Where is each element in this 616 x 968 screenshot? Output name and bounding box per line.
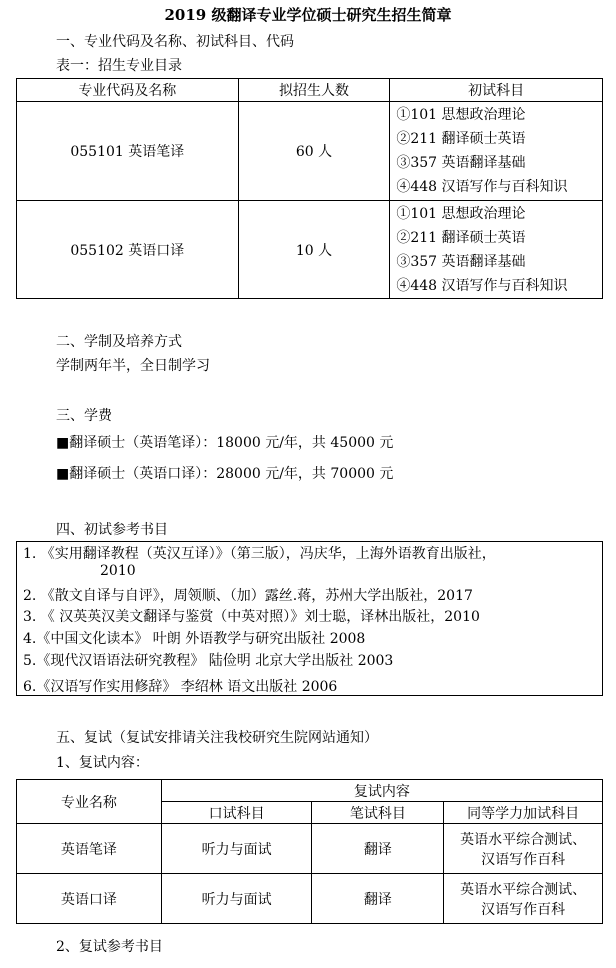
reference-item: 6.《汉语写作实用修辞》 李绍林 语文出版社 2006 xyxy=(23,679,338,695)
enrollment-count-cell: 10 人 xyxy=(238,201,390,299)
written-exam-cell: 翻译 xyxy=(312,874,444,924)
reference-item: 3. 《 汉英英汉美文翻译与鉴赏（中英对照）》刘士聪，译林出版社，2010 xyxy=(23,609,480,625)
oral-exam-cell: 听力与面试 xyxy=(161,824,312,874)
section-1-heading: 一、专业代码及名称、初试科目、代码 xyxy=(56,34,294,50)
enrollment-table xyxy=(16,78,603,299)
oral-exam-cell: 听力与面试 xyxy=(161,874,312,924)
reference-item: 4.《中国文化读本》 叶朗 外语教学与研究出版社 2008 xyxy=(23,631,366,647)
major-name-cell: 055102 英语口译 xyxy=(17,201,239,299)
extra-exam-cell xyxy=(444,824,603,874)
page-title: 2019 级翻译专业学位硕士研究生招生简章 xyxy=(164,6,452,24)
table-1-caption: 表一：招生专业目录 xyxy=(56,58,182,74)
exam-subject: ③357 英语翻译基础 xyxy=(396,155,526,171)
written-exam-cell: 翻译 xyxy=(312,824,444,874)
exam-subject: ①101 思想政治理论 xyxy=(396,107,526,123)
extra-exam-line: 英语水平综合测试、 xyxy=(460,881,587,898)
section-5-heading: 五、复试（复试安排请关注我校研究生院网站通知） xyxy=(56,730,378,746)
table-row xyxy=(17,102,603,201)
section-4-heading: 四、初试参考书目 xyxy=(56,522,168,538)
major-cell: 英语口译 xyxy=(17,874,162,924)
table-header-row xyxy=(17,780,603,802)
table-row xyxy=(17,874,603,924)
tuition-item: ■翻译硕士（英语笔译）：18000 元/年，共 45000 元 xyxy=(56,435,394,451)
extra-exam-line: 汉语写作百科 xyxy=(481,901,566,918)
exam-subject: ④448 汉语写作与百科知识 xyxy=(396,277,568,294)
table-group-header: 复试内容 xyxy=(161,780,602,802)
table-row xyxy=(17,824,603,874)
exam-subjects-cell xyxy=(390,102,603,201)
section-2-heading: 二、学制及培养方式 xyxy=(56,334,182,350)
reference-item: 5.《现代汉语语法研究教程》 陆俭明 北京大学出版社 2003 xyxy=(23,653,394,669)
table-header-cell: 专业名称 xyxy=(17,780,162,824)
reference-item: 1. 《实用翻译教程（英汉互译）》（第三版），冯庆华，上海外语教育出版社， xyxy=(23,546,496,562)
table-header-cell: 笔试科目 xyxy=(312,802,444,824)
section-3-heading: 三、学费 xyxy=(56,408,112,424)
table-header-cell: 专业代码及名称 xyxy=(17,79,239,102)
reference-item-continuation: 2010 xyxy=(100,563,136,579)
reference-item: 2. 《散文自译与自评》，周领顺、（加）露丝.蒋，苏州大学出版社，2017 xyxy=(23,588,473,604)
major-cell: 英语笔译 xyxy=(17,824,162,874)
major-name-cell: 055101 英语笔译 xyxy=(17,102,239,201)
exam-subject: ③357 英语翻译基础 xyxy=(396,253,526,270)
enrollment-count-cell: 60 人 xyxy=(238,102,390,201)
retest-table xyxy=(16,779,603,924)
table-row xyxy=(17,201,603,299)
extra-exam-line: 汉语写作百科 xyxy=(481,851,566,868)
table-header-cell: 初试科目 xyxy=(390,79,603,102)
retest-content-subheading: 1、复试内容： xyxy=(56,755,149,771)
extra-exam-line: 英语水平综合测试、 xyxy=(460,831,587,848)
table-header-row xyxy=(17,79,603,102)
table-header-cell: 拟招生人数 xyxy=(238,79,390,102)
section-2-text: 学制两年半，全日制学习 xyxy=(56,358,210,374)
exam-subjects-cell xyxy=(390,201,603,299)
table-header-cell: 口试科目 xyxy=(161,802,312,824)
table-header-cell: 同等学力加试科目 xyxy=(444,802,603,824)
tuition-item: ■翻译硕士（英语口译）：28000 元/年，共 70000 元 xyxy=(56,466,394,482)
extra-exam-cell xyxy=(444,874,603,924)
exam-subject: ④448 汉语写作与百科知识 xyxy=(396,179,568,195)
exam-subject: ①101 思想政治理论 xyxy=(396,205,526,222)
exam-subject: ②211 翻译硕士英语 xyxy=(396,131,526,147)
exam-subject: ②211 翻译硕士英语 xyxy=(396,229,526,246)
retest-references-subheading: 2、复试参考书目 xyxy=(56,939,163,955)
